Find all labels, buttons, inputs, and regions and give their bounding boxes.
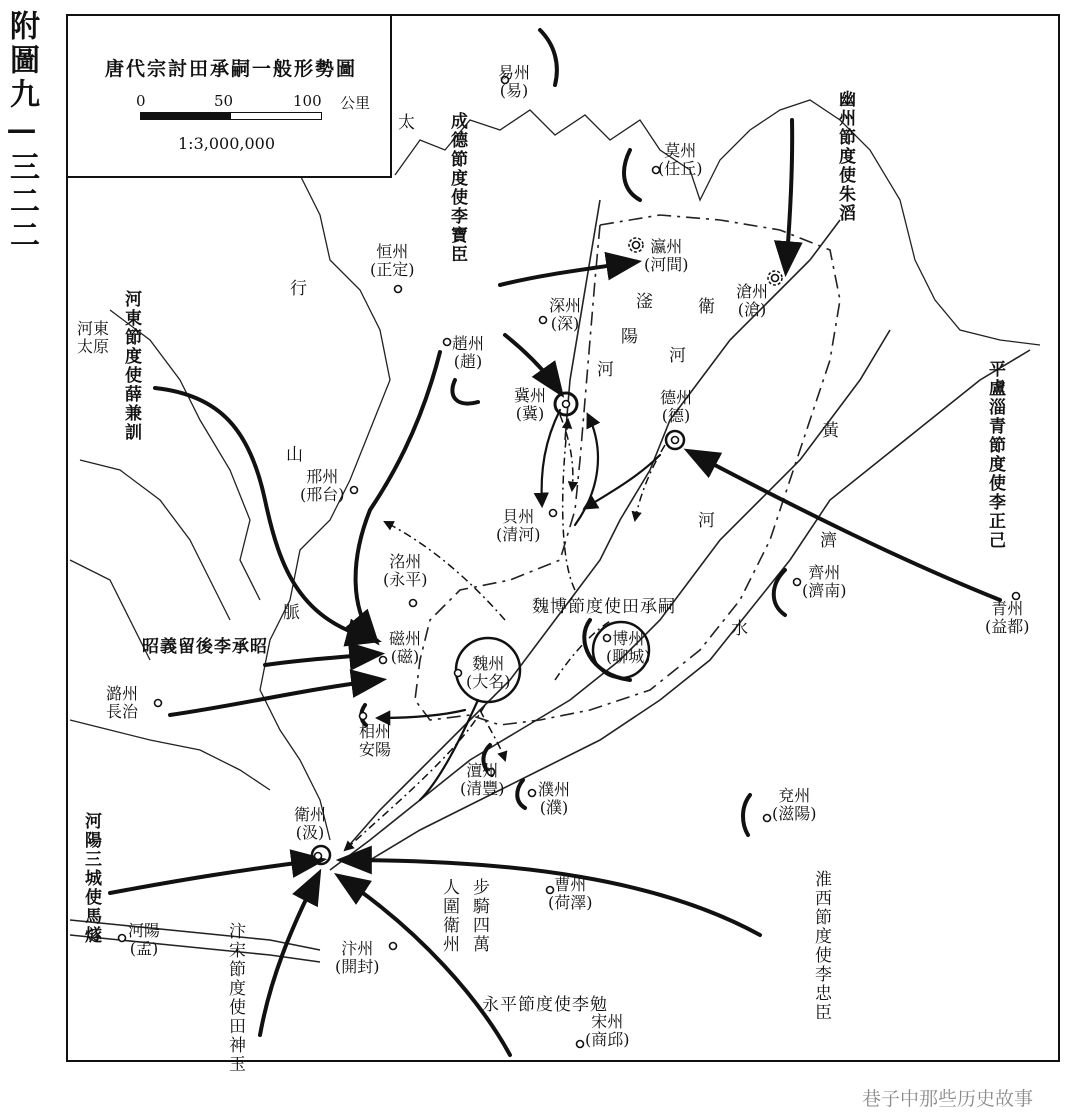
scale-tick-100: 100 (293, 92, 322, 110)
label-pinglu: 平盧淄青節度使李正己 (985, 360, 1005, 550)
place-bian: 汴州 (開封) (335, 939, 380, 977)
place-yan: 兗州 (滋陽) (772, 786, 817, 824)
label-yongping: 永平節度使李勉 (482, 995, 608, 1015)
label-chengde: 成德節度使李寶臣 (447, 112, 467, 264)
place-ming: 洺州 (永平) (383, 552, 428, 590)
place-mo: 莫州 (任丘) (658, 141, 703, 179)
label-siege: 人圍衛州 (439, 878, 459, 954)
label-bian-song: 汴宋節度使田神玉 (225, 922, 245, 1074)
label-weibo: 魏博節度使田承嗣 (532, 597, 676, 617)
place-xiang: 相州 安陽 (359, 722, 392, 760)
place-shen: 深州 (深) (549, 296, 582, 334)
place-song: 宋州 (商邱) (585, 1012, 630, 1050)
place-cao: 曹州 (荷澤) (548, 875, 593, 913)
scale-tick-0: 0 (136, 92, 146, 110)
place-wei: 魏州 (大名) (466, 654, 511, 692)
feature-fuyang-1: 滏 (636, 292, 653, 312)
figure-label: 附圖九—三二二 (4, 10, 39, 253)
scale-ratio: 1:3,000,000 (178, 134, 275, 153)
place-chan: 澶州 (清豐) (460, 761, 505, 799)
mountain-outline (70, 100, 1040, 840)
campaign-arrows (110, 120, 1000, 1055)
label-hedong: 河東節度使薛兼訓 (121, 290, 141, 442)
watermark: 巷子中那些历史故事 (862, 1088, 1034, 1110)
place-zhao: 趙州 (趙) (452, 334, 485, 372)
feature-taihang-1: 太 (398, 113, 415, 133)
label-heyang-sancheng: 河陽三城使馬燧 (81, 812, 101, 945)
map-title: 唐代宗討田承嗣一般形勢圖 (104, 58, 357, 80)
place-ci: 磁州 (磁) (389, 629, 422, 667)
place-qi: 齊州 (濟南) (802, 563, 847, 601)
place-heng: 恒州 (正定) (370, 242, 415, 280)
feature-huanghe-2: 河 (698, 511, 715, 531)
place-cang: 滄州 (滄) (736, 282, 769, 320)
place-ji: 冀州 (冀) (514, 386, 547, 424)
place-taiyuan: 河東 太原 (77, 319, 110, 357)
feature-taihang-4: 脈 (283, 603, 300, 623)
feature-weihe-2: 河 (669, 346, 686, 366)
label-zhaoyi: 昭義留後李承昭 (142, 637, 268, 657)
feature-taihang-3: 山 (286, 445, 303, 465)
label-youzhou: 幽州節度使朱滔 (835, 90, 855, 223)
legend-box (68, 16, 392, 178)
place-yi: 易州 (易) (498, 63, 531, 101)
scale-tick-50: 50 (214, 92, 234, 110)
feature-huanghe-1: 黃 (822, 421, 839, 441)
feature-taihang-2: 行 (290, 279, 307, 299)
place-ying: 瀛州 (河間) (644, 237, 689, 275)
place-pu: 濮州 (濮) (538, 780, 571, 818)
place-xing: 邢州 (邢台) (300, 467, 345, 505)
feature-weihe-1: 衛 (698, 297, 715, 317)
feature-jishui-1: 濟 (820, 531, 837, 551)
feature-jishui-2: 水 (731, 619, 748, 639)
place-heyang: 河陽 (孟) (128, 921, 161, 959)
feature-fuyang-3: 河 (597, 360, 614, 380)
scale-bar (140, 112, 322, 120)
feature-fuyang-2: 陽 (621, 327, 638, 347)
place-lu: 潞州 長治 (106, 684, 139, 722)
place-qing: 青州 (益都) (985, 599, 1030, 637)
place-bo: 博州 (聊城) (606, 629, 651, 667)
label-infantry: 步騎四萬 (469, 878, 489, 954)
scale-unit: 公里 (340, 94, 371, 112)
place-bei: 貝州 (清河) (496, 507, 541, 545)
place-de: 德州 (德) (660, 388, 693, 426)
label-huaixi: 淮西節度使李忠臣 (811, 870, 831, 1022)
place-weiz: 衛州 (汲) (294, 805, 327, 843)
